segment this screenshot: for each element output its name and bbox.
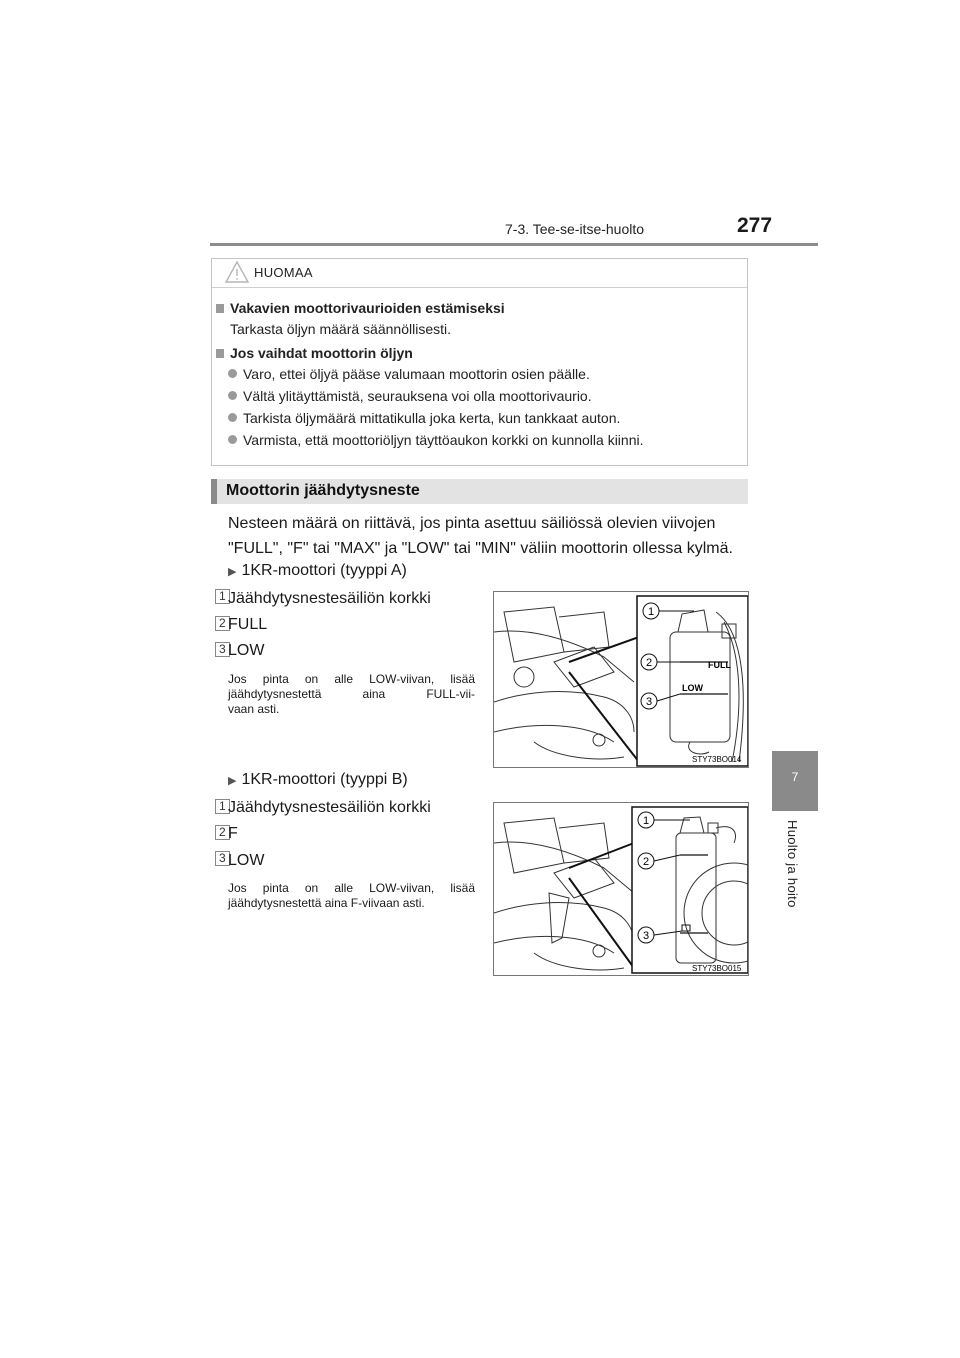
notice-heading-2 <box>216 345 413 361</box>
figure-full-mark: FULL <box>708 660 731 670</box>
running-header-section: 7-3. Tee-se-itse-huolto <box>505 221 645 237</box>
note-line: jäähdytysnestettä aina F-viivaan asti. <box>228 896 425 910</box>
callout-number: 2 <box>215 616 230 631</box>
callout-number: 1 <box>215 589 230 604</box>
header-rule <box>210 243 818 246</box>
figure-callout: 3 <box>643 930 650 942</box>
chapter-tab-number: 7 <box>791 770 799 784</box>
figure-callout: 1 <box>648 606 655 618</box>
circle-bullet-icon <box>228 435 237 444</box>
type-a-item-2: FULL <box>228 616 268 633</box>
figure-type-b <box>493 802 749 976</box>
type-b-note <box>228 881 475 911</box>
notice-heading-2-text: Jos vaihdat moottorin öljyn <box>230 345 413 361</box>
type-a-heading <box>228 562 407 580</box>
notice-text-1: Tarkasta öljyn määrä säännöllisesti. <box>230 321 451 337</box>
type-a-title: 1KR-moottori (tyyppi A) <box>241 562 407 579</box>
engine-bay-illustration-b <box>494 803 749 976</box>
note-line: vaan asti. <box>228 702 280 716</box>
type-b-item-2: F <box>228 825 238 842</box>
chapter-tab-title: Huolto ja hoito <box>785 820 800 908</box>
type-a-item-1: Jäähdytysnestesäiliön korkki <box>228 590 431 607</box>
callout-number: 1 <box>215 799 230 814</box>
callout-number: 3 <box>215 851 230 866</box>
figure-code: STY73BO015 <box>692 964 742 973</box>
figure-low-mark: LOW <box>682 683 703 693</box>
engine-bay-illustration-a <box>494 592 749 768</box>
figure-callout: 2 <box>643 856 650 868</box>
type-b-title: 1KR-moottori (tyyppi B) <box>241 771 408 788</box>
section-heading-accent <box>211 479 217 504</box>
triangle-marker-icon: ▶ <box>228 566 237 578</box>
intro-line-1: Nesteen määrä on riittävä, jos pinta asettuu säiliössä olevien viivojen <box>228 515 716 532</box>
type-b-item-1: Jäähdytysnestesäiliön korkki <box>228 799 431 816</box>
note-line: Jos pinta on alle LOW-viivan, lisää <box>228 881 475 895</box>
triangle-marker-icon: ▶ <box>228 775 237 787</box>
callout-number: 2 <box>215 825 230 840</box>
figure-callout: 2 <box>646 657 653 669</box>
notice-bullet <box>228 432 644 448</box>
figure-callout: 3 <box>646 696 653 708</box>
warning-triangle-icon <box>224 260 250 284</box>
figure-type-a <box>493 591 749 768</box>
notice-bullet-text: Vältä ylitäyttämistä, seurauksena voi olla moottorivaurio. <box>243 388 592 404</box>
notice-bullet <box>228 388 592 404</box>
square-bullet-icon <box>216 349 224 358</box>
note-line: Jos pinta on alle LOW-viivan, lisää <box>228 672 475 686</box>
type-a-item-3: LOW <box>228 642 265 659</box>
circle-bullet-icon <box>228 413 237 422</box>
notice-heading-1 <box>216 300 505 316</box>
page-number: 277 <box>737 214 773 237</box>
type-b-heading <box>228 771 408 789</box>
note-line: jäähdytysnestettä aina FULL-vii- <box>228 687 475 701</box>
notice-bullet <box>228 366 590 382</box>
notice-heading-1-text: Vakavien moottorivaurioiden estämiseksi <box>230 300 505 316</box>
circle-bullet-icon <box>228 391 237 400</box>
notice-title: HUOMAA <box>254 265 313 280</box>
figure-code: STY73BO014 <box>692 755 742 764</box>
notice-bullet-text: Varo, ettei öljyä pääse valumaan moottorin osien päälle. <box>243 366 590 382</box>
figure-callout: 1 <box>643 815 650 827</box>
callout-number: 3 <box>215 642 230 657</box>
intro-line-2: "FULL", "F" tai "MAX" ja "LOW" tai "MIN" väliin moottorin ollessa kylmä. <box>228 540 733 557</box>
type-a-note <box>228 672 475 717</box>
type-b-item-3: LOW <box>228 852 265 869</box>
notice-bullet-text: Tarkista öljymäärä mittatikulla joka kerta, kun tankkaat auton. <box>243 410 621 426</box>
square-bullet-icon <box>216 304 224 313</box>
notice-bullet <box>228 410 620 426</box>
section-title: Moottorin jäähdytysneste <box>226 482 420 499</box>
notice-divider <box>212 287 747 288</box>
circle-bullet-icon <box>228 369 237 378</box>
notice-bullet-text: Varmista, että moottoriöljyn täyttöaukon korkki on kunnolla kiinni. <box>243 432 644 448</box>
